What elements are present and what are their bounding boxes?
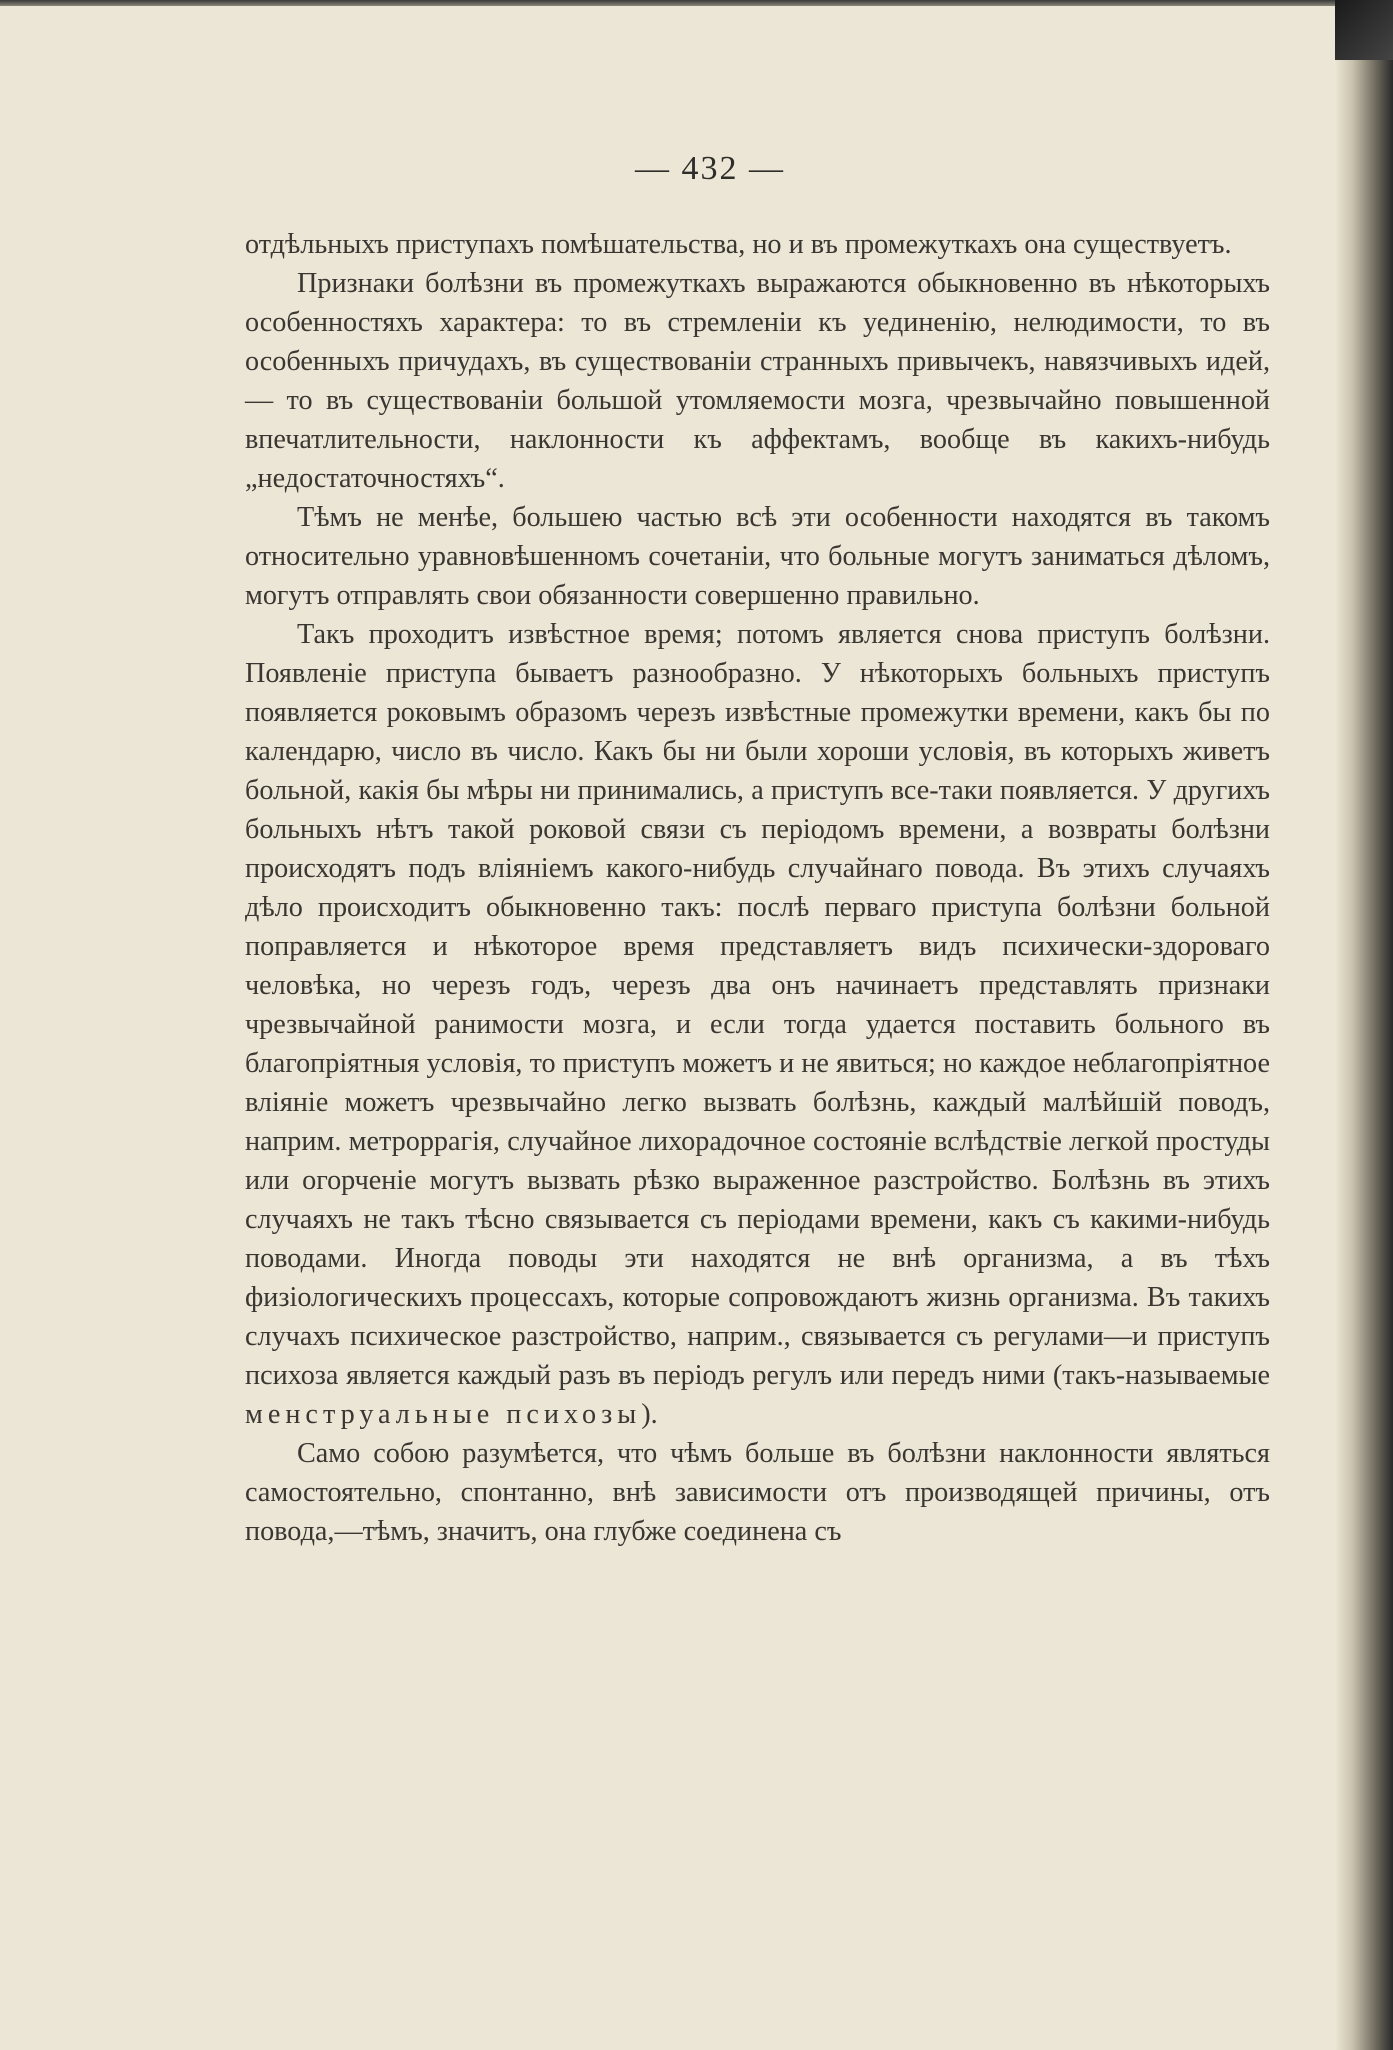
paragraph: Признаки болѣзни въ промежуткахъ выражаются обыкновенно въ нѣкоторыхъ особенностяхъ характера: то въ стремленіи къ уединенію, нелюдимости, то въ особенныхъ причудахъ, въ существованіи странныхъ привычекъ, навязчивыхъ идей, — то въ существованіи большой утомляемости мозга, чрезвычайно повышенной впечатлительности, наклонности къ аффектамъ, вообще въ какихъ-нибудь „недостаточностяхъ“.	[245, 268, 1270, 494]
body-text	[245, 225, 1270, 1551]
paragraph-text: Такъ проходитъ извѣстное время; потомъ является снова приступъ болѣзни. Появленіе приступа бываетъ разнообразно. У нѣкоторыхъ больныхъ приступъ появляется роковымъ образомъ черезъ извѣстные промежутки времени, какъ бы по календарю, число въ число. Какъ бы ни были хороши условія, въ которыхъ живетъ больной, какія бы мѣры ни принимались, а приступъ все-таки появляется. У другихъ больныхъ нѣтъ такой роковой связи съ періодомъ времени, а возвраты болѣзни происходятъ подъ вліяніемъ какого-нибудь случайнаго повода. Въ этихъ случаяхъ дѣло происходитъ обыкновенно такъ: послѣ перваго приступа болѣзни больной поправляется и нѣкоторое время представляетъ видъ психически-здороваго человѣка, но черезъ годъ, черезъ два онъ начинаетъ представлять признаки чрезвычайной ранимости мозга, и если тогда удается поставить больного въ благопріятныя условія, то приступъ можетъ и не явиться; но каждое неблагопріятное вліяніе можетъ чрезвычайно легко вызвать болѣзнь, каждый малѣйшій поводъ, наприм. метроррагія, случайное лихорадочное состояніе вслѣдствіе легкой простуды или огорченіе могутъ вызвать рѣзко выраженное разстройство. Болѣзнь въ этихъ случаяхъ не такъ тѣсно связывается съ періодами времени, какъ съ какими-нибудь поводами. Иногда поводы эти находятся не внѣ организма, а въ тѣхъ физіологическихъ процессахъ, которые сопровождаютъ жизнь организма. Въ такихъ случахъ психическое разстройство, наприм., связывается съ регулами—и приступъ психоза является каждый разъ въ періодъ регулъ или передъ ними (такъ-называемые	[245, 619, 1270, 1391]
page-top-edge	[0, 0, 1393, 6]
paragraph: Тѣмъ не менѣе, большею частью всѣ эти особенности находятся въ такомъ относительно уравновѣшенномъ сочетаніи, что больные могутъ заниматься дѣломъ, могутъ отправлять свои обязанности совершенно правильно.	[245, 502, 1270, 611]
page-number: — 432 —	[635, 150, 785, 187]
emphasized-term: менструальные психозы	[245, 1399, 642, 1430]
page-right-edge	[1335, 0, 1393, 2050]
paragraph-end: ).	[641, 1399, 658, 1430]
paragraph: Само собою разумѣется, что чѣмъ больше въ болѣзни наклонности являться самостоятельно, спонтанно, внѣ зависимости отъ производящей причины, отъ повода,—тѣмъ, значитъ, она глубже соединена съ	[245, 1438, 1270, 1547]
paragraph	[245, 615, 1270, 1434]
paragraph: отдѣльныхъ приступахъ помѣшательства, но и въ промежуткахъ она существуетъ.	[245, 229, 1232, 260]
page-corner-shadow	[1335, 0, 1393, 60]
